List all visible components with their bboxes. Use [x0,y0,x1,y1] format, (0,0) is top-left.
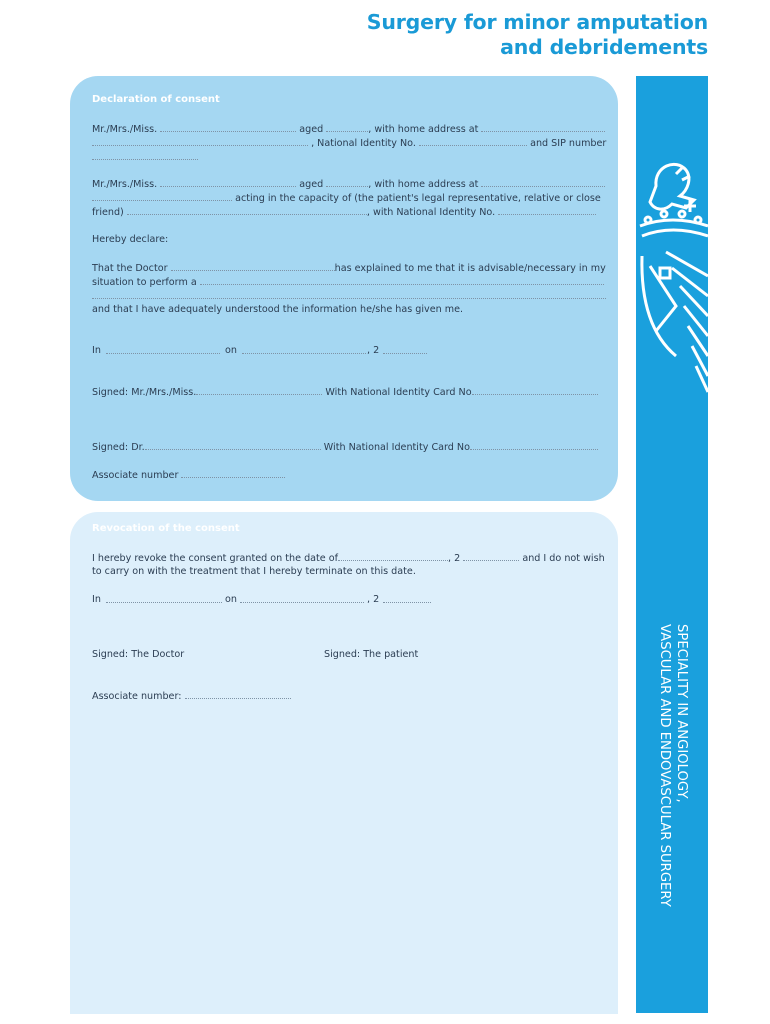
rep-natid-field[interactable] [498,205,596,215]
declaration-sign-row-1 [92,385,608,399]
declaration-row-4 [92,177,608,191]
id-card-label-2: With National Identity Card No [323,442,470,453]
title-label-2: Mr./Mrs./Miss. [92,179,158,190]
carry-on-text: to carry on with the treatment that I hereby terminate on this date. [92,566,416,577]
year-label: , 2 [367,345,380,356]
situation-text: situation to perform a [92,277,197,288]
declaration-associate-row [92,468,608,482]
associate-field[interactable] [181,468,285,478]
rep-capacity-field[interactable] [127,205,367,215]
signed-patient-label: Signed: Mr./Mrs./Miss. [92,387,197,398]
declaration-row-2 [92,136,608,150]
doctor-signature-field[interactable] [145,440,321,450]
crest-icon [636,156,708,416]
revocation-date-field[interactable] [240,593,364,603]
rep-address-field[interactable] [481,177,605,187]
revocation-associate-row [92,689,608,703]
in-label: In [92,345,101,356]
declaration-row-3 [92,150,608,164]
revocation-place-field[interactable] [106,593,222,603]
revocation-row-1 [92,551,608,565]
revoke-year-label: , 2 [448,553,461,564]
aged-label-2: aged [299,179,324,190]
speciality-label [656,624,690,1004]
doctor-label: That the Doctor [92,263,168,274]
patient-id-card-field[interactable] [472,385,598,395]
explained-text: has explained to me that it is advisable/necessary in my [334,263,606,274]
revocation-year-field[interactable] [383,593,431,603]
sip-label: and SIP number [530,138,607,149]
sip-field[interactable] [92,150,198,160]
on-label: on [225,345,237,356]
age-field[interactable] [326,122,368,132]
title-line-1: Surgery for minor amputation [366,10,708,34]
revoke-year-field[interactable] [463,551,519,561]
procedure-field-cont[interactable] [92,289,606,299]
declaration-row-7 [92,261,608,275]
title-line-2: and debridements [500,35,708,59]
home-label: , with home address at [368,124,479,135]
declaration-row-5 [92,191,608,205]
understood-text: and that I have adequately understood the information he/she has given me. [92,304,464,315]
revocation-heading: Revocation of the consent [92,523,240,534]
revoke-text: I hereby revoke the consent granted on the date of [92,553,338,564]
document-title [367,10,708,60]
declaration-panel [70,76,618,501]
declare-text: Hereby declare: [92,234,169,245]
signed-dr-label: Signed: Dr. [92,442,145,453]
revoke-date-field[interactable] [338,551,448,561]
declaration-row-8 [92,275,608,289]
place-field[interactable] [106,344,220,354]
rep-address-field-cont[interactable] [92,191,232,201]
aged-label: aged [299,124,324,135]
signed-doctor-label: Signed: The Doctor [92,649,185,660]
friend-text: friend) [92,207,124,218]
natid-field[interactable] [419,136,527,146]
address-field[interactable] [481,122,605,132]
declaration-row-6 [92,205,608,219]
signed-patient-label-2: Signed: The patient [324,649,419,660]
patient-signature-field[interactable] [196,385,322,395]
not-wish-text: and I do not wish [522,553,605,564]
revocation-year-label: , 2 [367,594,380,605]
address-field-cont[interactable] [92,136,308,146]
revocation-associate-field[interactable] [185,689,291,699]
rep-name-field[interactable] [160,177,296,187]
declaration-sign-row-2 [92,440,608,454]
id-card-label-1: With National Identity Card No [325,387,472,398]
procedure-field[interactable] [200,275,604,285]
natid-label-2: , with National Identity No. [366,207,496,218]
home-label-2: , with home address at [368,179,479,190]
declaration-heading: Declaration of consent [92,94,220,105]
rep-age-field[interactable] [326,177,368,187]
date-field[interactable] [242,344,366,354]
revocation-associate-label: Associate number: [92,691,182,702]
doctor-id-card-field[interactable] [470,440,598,450]
declaration-row-9 [92,289,608,303]
revocation-on-label: on [225,594,237,605]
name-field[interactable] [160,122,296,132]
revocation-in-label: In [92,594,101,605]
speciality-line-1: SPECIALITY IN ANGIOLOGY, [674,624,689,803]
speciality-line-2: VASCULAR AND ENDOVASCULAR SURGERY [657,624,672,907]
title-label: Mr./Mrs./Miss. [92,124,158,135]
declaration-row-1 [92,122,608,136]
natid-label: , National Identity No. [311,138,416,149]
year-field[interactable] [383,344,427,354]
revocation-panel [70,512,618,1014]
side-band [636,76,708,1013]
capacity-text: acting in the capacity of (the patient's legal representative, relative or close [235,193,601,204]
associate-label: Associate number [92,470,179,481]
doctor-field[interactable] [171,261,335,271]
